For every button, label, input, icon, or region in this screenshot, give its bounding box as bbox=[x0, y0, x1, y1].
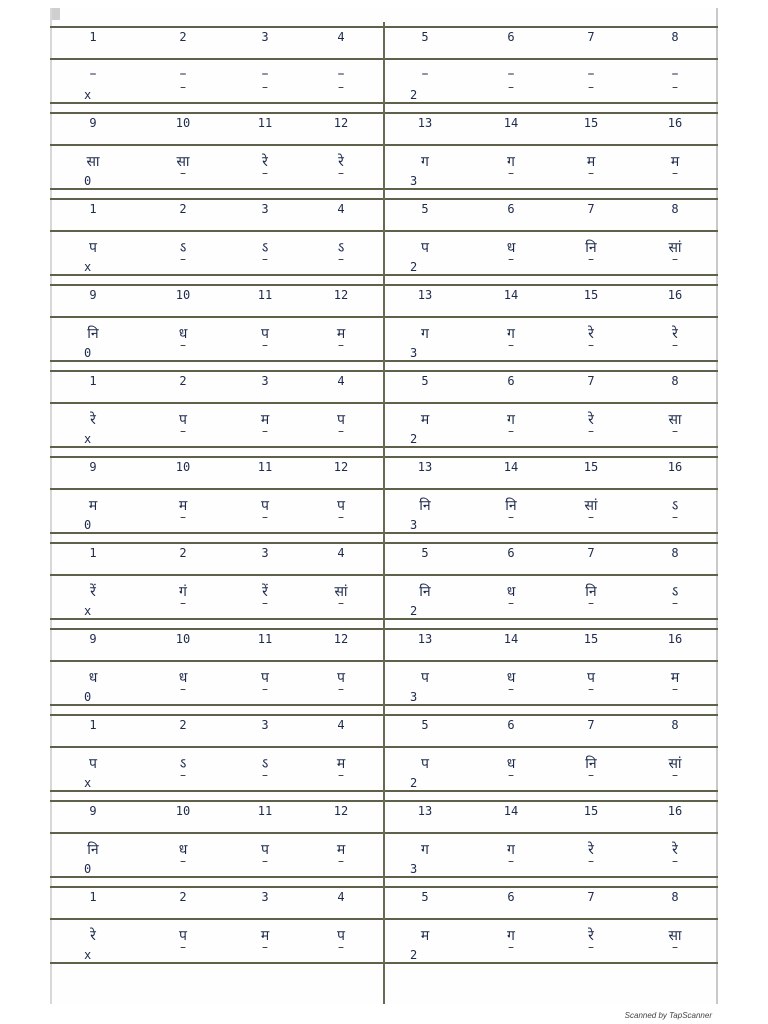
beat-number: 8 bbox=[671, 374, 679, 388]
swara-cell: ध bbox=[178, 326, 188, 342]
swara-cell: म bbox=[420, 928, 430, 944]
swara-cell: ध bbox=[506, 756, 516, 772]
taali-mark: 0 bbox=[84, 174, 92, 188]
swara-cell: ऽ bbox=[261, 756, 269, 772]
beat-number: 3 bbox=[261, 718, 269, 732]
scanner-watermark: Scanned by TapScanner bbox=[624, 1011, 712, 1020]
taali-mark-right: 3 bbox=[410, 174, 418, 188]
notation-sheet bbox=[50, 8, 718, 1004]
beat-number: 1 bbox=[89, 202, 97, 216]
taali-mark-right: 3 bbox=[410, 518, 418, 532]
swara-cell: सां bbox=[584, 498, 598, 514]
bol-dash: – bbox=[180, 338, 186, 352]
beat-number: 15 bbox=[583, 632, 599, 646]
swara-cell: म bbox=[670, 670, 680, 686]
beat-number: 3 bbox=[261, 546, 269, 560]
swara-cell: गं bbox=[179, 584, 187, 600]
bol-dash: – bbox=[338, 682, 344, 696]
taali-mark-right: 3 bbox=[410, 690, 418, 704]
beat-number: 8 bbox=[671, 30, 679, 44]
swara-cell: ध bbox=[506, 670, 516, 686]
beat-number: 1 bbox=[89, 718, 97, 732]
beat-number: 5 bbox=[421, 374, 429, 388]
swara-cell: म bbox=[260, 928, 270, 944]
swara-cell: प bbox=[421, 670, 429, 686]
beat-number: 9 bbox=[89, 460, 97, 474]
bol-dash: – bbox=[180, 682, 186, 696]
bol-dash: – bbox=[338, 252, 344, 266]
beat-number: 8 bbox=[671, 718, 679, 732]
swara-cell: म bbox=[260, 412, 270, 428]
bol-dash: – bbox=[262, 854, 268, 868]
beat-number: 12 bbox=[333, 804, 349, 818]
swara-cell: नि bbox=[585, 756, 597, 772]
taali-mark-right: 3 bbox=[410, 346, 418, 360]
bol-dash: – bbox=[508, 424, 514, 438]
swara-cell: प bbox=[337, 412, 345, 428]
bol-dash: – bbox=[338, 424, 344, 438]
swara-cell: रें bbox=[262, 584, 268, 600]
beat-number: 1 bbox=[89, 374, 97, 388]
swara-cell: म bbox=[88, 498, 98, 514]
beat-number: 1 bbox=[89, 890, 97, 904]
bol-dash: – bbox=[672, 854, 678, 868]
swara-cell: म bbox=[336, 842, 346, 858]
swara-cell: ग bbox=[421, 326, 429, 342]
beat-number: 12 bbox=[333, 632, 349, 646]
swara-cell: रे bbox=[588, 412, 594, 428]
bol-dash: – bbox=[508, 682, 514, 696]
taali-mark: x bbox=[84, 604, 92, 618]
bol-dash: – bbox=[338, 166, 344, 180]
beat-number: 2 bbox=[179, 30, 187, 44]
bol-dash: – bbox=[180, 80, 186, 94]
bol-dash: – bbox=[180, 166, 186, 180]
swara-cell: ऽ bbox=[179, 240, 187, 256]
swara-cell: रे bbox=[588, 326, 594, 342]
beat-number: 16 bbox=[667, 460, 683, 474]
bol-dash: – bbox=[262, 338, 268, 352]
bol-dash: – bbox=[588, 252, 594, 266]
bol-dash: – bbox=[588, 80, 594, 94]
bol-dash: – bbox=[508, 166, 514, 180]
bol-dash: – bbox=[672, 252, 678, 266]
swara-cell: म bbox=[586, 154, 596, 170]
bol-dash: – bbox=[588, 338, 594, 352]
bol-dash: – bbox=[338, 510, 344, 524]
taali-mark: 0 bbox=[84, 862, 92, 876]
beat-number: 8 bbox=[671, 890, 679, 904]
bol-dash: – bbox=[672, 682, 678, 696]
bol-dash: – bbox=[588, 596, 594, 610]
beat-number: 2 bbox=[179, 202, 187, 216]
vibhag-divider bbox=[383, 22, 385, 1004]
bol-dash: – bbox=[180, 252, 186, 266]
swara-cell: सा bbox=[668, 412, 682, 428]
taali-mark-right: 2 bbox=[410, 88, 418, 102]
beat-number: 9 bbox=[89, 804, 97, 818]
bol-dash: – bbox=[180, 940, 186, 954]
swara-cell: प bbox=[179, 928, 187, 944]
beat-number: 16 bbox=[667, 288, 683, 302]
beat-number: 13 bbox=[417, 116, 433, 130]
bol-dash: – bbox=[262, 682, 268, 696]
swara-cell: नि bbox=[419, 584, 431, 600]
taali-mark-right: 2 bbox=[410, 260, 418, 274]
taali-mark-right: 2 bbox=[410, 432, 418, 446]
beat-number: 6 bbox=[507, 202, 515, 216]
beat-number: 9 bbox=[89, 288, 97, 302]
bol-dash: – bbox=[262, 424, 268, 438]
beat-number: 11 bbox=[257, 116, 273, 130]
bol-dash: – bbox=[508, 768, 514, 782]
bol-dash: – bbox=[588, 424, 594, 438]
beat-number: 7 bbox=[587, 202, 595, 216]
beat-number: 8 bbox=[671, 202, 679, 216]
swara-cell: रें bbox=[90, 584, 96, 600]
swara-cell: नि bbox=[419, 498, 431, 514]
beat-number: 11 bbox=[257, 632, 273, 646]
swara-cell: ग bbox=[507, 412, 515, 428]
bol-dash: – bbox=[338, 768, 344, 782]
swara-cell: ऽ bbox=[671, 584, 679, 600]
swara-cell: नि bbox=[585, 240, 597, 256]
swara-cell: म bbox=[336, 756, 346, 772]
taali-mark: x bbox=[84, 260, 92, 274]
beat-number: 3 bbox=[261, 890, 269, 904]
beat-number: 5 bbox=[421, 546, 429, 560]
beat-number: 2 bbox=[179, 890, 187, 904]
swara-cell: नि bbox=[87, 842, 99, 858]
bol-dash: – bbox=[588, 768, 594, 782]
bol-dash: – bbox=[338, 854, 344, 868]
swara-cell: ध bbox=[88, 670, 98, 686]
beat-number: 5 bbox=[421, 718, 429, 732]
beat-number: 14 bbox=[503, 460, 519, 474]
taali-mark-right: 2 bbox=[410, 948, 418, 962]
swara-cell: सां bbox=[334, 584, 348, 600]
bol-dash: – bbox=[338, 338, 344, 352]
swara-cell: ध bbox=[506, 584, 516, 600]
bol-dash: – bbox=[508, 854, 514, 868]
swara-cell: – bbox=[261, 66, 269, 82]
beat-number: 3 bbox=[261, 374, 269, 388]
beat-number: 15 bbox=[583, 804, 599, 818]
swara-cell: प bbox=[421, 756, 429, 772]
beat-number: 4 bbox=[337, 546, 345, 560]
swara-cell: – bbox=[421, 66, 429, 82]
swara-cell: ग bbox=[507, 154, 515, 170]
bol-dash: – bbox=[588, 940, 594, 954]
bol-dash: – bbox=[508, 940, 514, 954]
beat-number: 7 bbox=[587, 30, 595, 44]
beat-number: 7 bbox=[587, 546, 595, 560]
swara-cell: रे bbox=[90, 412, 96, 428]
swara-cell: सां bbox=[668, 240, 682, 256]
swara-cell: – bbox=[337, 66, 345, 82]
bol-dash: – bbox=[180, 510, 186, 524]
bol-dash: – bbox=[262, 768, 268, 782]
swara-cell: सां bbox=[668, 756, 682, 772]
swara-cell: – bbox=[671, 66, 679, 82]
beat-number: 11 bbox=[257, 460, 273, 474]
beat-number: 4 bbox=[337, 202, 345, 216]
beat-number: 6 bbox=[507, 890, 515, 904]
swara-cell: नि bbox=[585, 584, 597, 600]
bol-dash: – bbox=[262, 80, 268, 94]
swara-cell: ऽ bbox=[337, 240, 345, 256]
bol-dash: – bbox=[338, 596, 344, 610]
swara-cell: प bbox=[261, 842, 269, 858]
bol-dash: – bbox=[180, 854, 186, 868]
swara-cell: नि bbox=[87, 326, 99, 342]
bol-dash: – bbox=[588, 166, 594, 180]
beat-number: 10 bbox=[175, 288, 191, 302]
swara-cell: – bbox=[507, 66, 515, 82]
beat-number: 5 bbox=[421, 202, 429, 216]
beat-number: 6 bbox=[507, 374, 515, 388]
swara-cell: सा bbox=[176, 154, 190, 170]
swara-cell: ऽ bbox=[671, 498, 679, 514]
swara-cell: ऽ bbox=[179, 756, 187, 772]
swara-cell: प bbox=[421, 240, 429, 256]
swara-cell: रे bbox=[588, 842, 594, 858]
swara-cell: सा bbox=[86, 154, 100, 170]
bol-dash: – bbox=[672, 80, 678, 94]
swara-cell: रे bbox=[90, 928, 96, 944]
beat-number: 4 bbox=[337, 890, 345, 904]
beat-number: 10 bbox=[175, 632, 191, 646]
swara-cell: ध bbox=[178, 670, 188, 686]
beat-number: 7 bbox=[587, 718, 595, 732]
beat-number: 14 bbox=[503, 632, 519, 646]
beat-number: 16 bbox=[667, 116, 683, 130]
bol-dash: – bbox=[508, 80, 514, 94]
beat-number: 8 bbox=[671, 546, 679, 560]
swara-cell: रे bbox=[588, 928, 594, 944]
taali-mark: 0 bbox=[84, 518, 92, 532]
beat-number: 3 bbox=[261, 30, 269, 44]
swara-cell: प bbox=[587, 670, 595, 686]
bol-dash: – bbox=[672, 596, 678, 610]
beat-number: 1 bbox=[89, 30, 97, 44]
beat-number: 7 bbox=[587, 890, 595, 904]
swara-cell: – bbox=[179, 66, 187, 82]
swara-cell: – bbox=[587, 66, 595, 82]
beat-number: 15 bbox=[583, 288, 599, 302]
bol-dash: – bbox=[262, 596, 268, 610]
taali-mark: x bbox=[84, 432, 92, 446]
swara-cell: रे bbox=[672, 842, 678, 858]
taali-mark: x bbox=[84, 776, 92, 790]
bol-dash: – bbox=[588, 510, 594, 524]
swara-cell: ऽ bbox=[261, 240, 269, 256]
swara-cell: प bbox=[179, 412, 187, 428]
beat-number: 14 bbox=[503, 288, 519, 302]
beat-number: 9 bbox=[89, 632, 97, 646]
beat-number: 4 bbox=[337, 374, 345, 388]
swara-cell: – bbox=[89, 66, 97, 82]
beat-number: 13 bbox=[417, 632, 433, 646]
swara-cell: प bbox=[337, 670, 345, 686]
bol-dash: – bbox=[508, 510, 514, 524]
beat-number: 12 bbox=[333, 288, 349, 302]
bol-dash: – bbox=[180, 768, 186, 782]
beat-number: 11 bbox=[257, 804, 273, 818]
bol-dash: – bbox=[672, 940, 678, 954]
bol-dash: – bbox=[262, 510, 268, 524]
beat-number: 10 bbox=[175, 116, 191, 130]
bol-dash: – bbox=[672, 768, 678, 782]
bol-dash: – bbox=[262, 166, 268, 180]
bol-dash: – bbox=[508, 252, 514, 266]
swara-cell: नि bbox=[505, 498, 517, 514]
swara-cell: प bbox=[337, 498, 345, 514]
beat-number: 4 bbox=[337, 718, 345, 732]
swara-cell: रे bbox=[262, 154, 268, 170]
taali-mark-right: 2 bbox=[410, 604, 418, 618]
beat-number: 5 bbox=[421, 30, 429, 44]
swara-cell: रे bbox=[672, 326, 678, 342]
bol-dash: – bbox=[672, 338, 678, 352]
beat-number: 13 bbox=[417, 288, 433, 302]
beat-number: 2 bbox=[179, 718, 187, 732]
beat-number: 7 bbox=[587, 374, 595, 388]
swara-cell: म bbox=[420, 412, 430, 428]
bol-dash: – bbox=[338, 80, 344, 94]
taali-mark: x bbox=[84, 948, 92, 962]
taali-mark: x bbox=[84, 88, 92, 102]
swara-cell: म bbox=[336, 326, 346, 342]
swara-cell: ग bbox=[507, 842, 515, 858]
swara-cell: ग bbox=[421, 154, 429, 170]
swara-cell: प bbox=[261, 498, 269, 514]
swara-cell: सा bbox=[668, 928, 682, 944]
swara-cell: रे bbox=[338, 154, 344, 170]
beat-number: 9 bbox=[89, 116, 97, 130]
taali-mark-right: 3 bbox=[410, 862, 418, 876]
beat-number: 13 bbox=[417, 804, 433, 818]
bol-dash: – bbox=[508, 338, 514, 352]
beat-number: 13 bbox=[417, 460, 433, 474]
swara-cell: म bbox=[670, 154, 680, 170]
beat-number: 15 bbox=[583, 460, 599, 474]
bol-dash: – bbox=[338, 940, 344, 954]
swara-cell: प bbox=[89, 756, 97, 772]
taali-mark: 0 bbox=[84, 690, 92, 704]
swara-cell: प bbox=[261, 670, 269, 686]
bol-dash: – bbox=[262, 252, 268, 266]
beat-number: 6 bbox=[507, 718, 515, 732]
bol-dash: – bbox=[672, 166, 678, 180]
swara-cell: प bbox=[337, 928, 345, 944]
beat-number: 11 bbox=[257, 288, 273, 302]
beat-number: 3 bbox=[261, 202, 269, 216]
beat-number: 1 bbox=[89, 546, 97, 560]
swara-cell: ग bbox=[507, 326, 515, 342]
swara-cell: प bbox=[89, 240, 97, 256]
taali-mark: 0 bbox=[84, 346, 92, 360]
swara-cell: ध bbox=[178, 842, 188, 858]
bol-dash: – bbox=[262, 940, 268, 954]
bol-dash: – bbox=[588, 854, 594, 868]
swara-cell: ग bbox=[421, 842, 429, 858]
bol-dash: – bbox=[588, 682, 594, 696]
beat-number: 14 bbox=[503, 116, 519, 130]
beat-number: 16 bbox=[667, 804, 683, 818]
beat-number: 15 bbox=[583, 116, 599, 130]
swara-cell: म bbox=[178, 498, 188, 514]
bol-dash: – bbox=[672, 510, 678, 524]
beat-number: 10 bbox=[175, 460, 191, 474]
beat-number: 12 bbox=[333, 460, 349, 474]
beat-number: 12 bbox=[333, 116, 349, 130]
swara-cell: ग bbox=[507, 928, 515, 944]
swara-cell: प bbox=[261, 326, 269, 342]
swara-cell: ध bbox=[506, 240, 516, 256]
beat-number: 6 bbox=[507, 30, 515, 44]
beat-number: 5 bbox=[421, 890, 429, 904]
beat-number: 10 bbox=[175, 804, 191, 818]
beat-number: 14 bbox=[503, 804, 519, 818]
beat-number: 6 bbox=[507, 546, 515, 560]
bol-dash: – bbox=[180, 596, 186, 610]
bol-dash: – bbox=[180, 424, 186, 438]
beat-number: 16 bbox=[667, 632, 683, 646]
beat-number: 4 bbox=[337, 30, 345, 44]
bol-dash: – bbox=[508, 596, 514, 610]
beat-number: 2 bbox=[179, 546, 187, 560]
taali-mark-right: 2 bbox=[410, 776, 418, 790]
bol-dash: – bbox=[672, 424, 678, 438]
beat-number: 2 bbox=[179, 374, 187, 388]
